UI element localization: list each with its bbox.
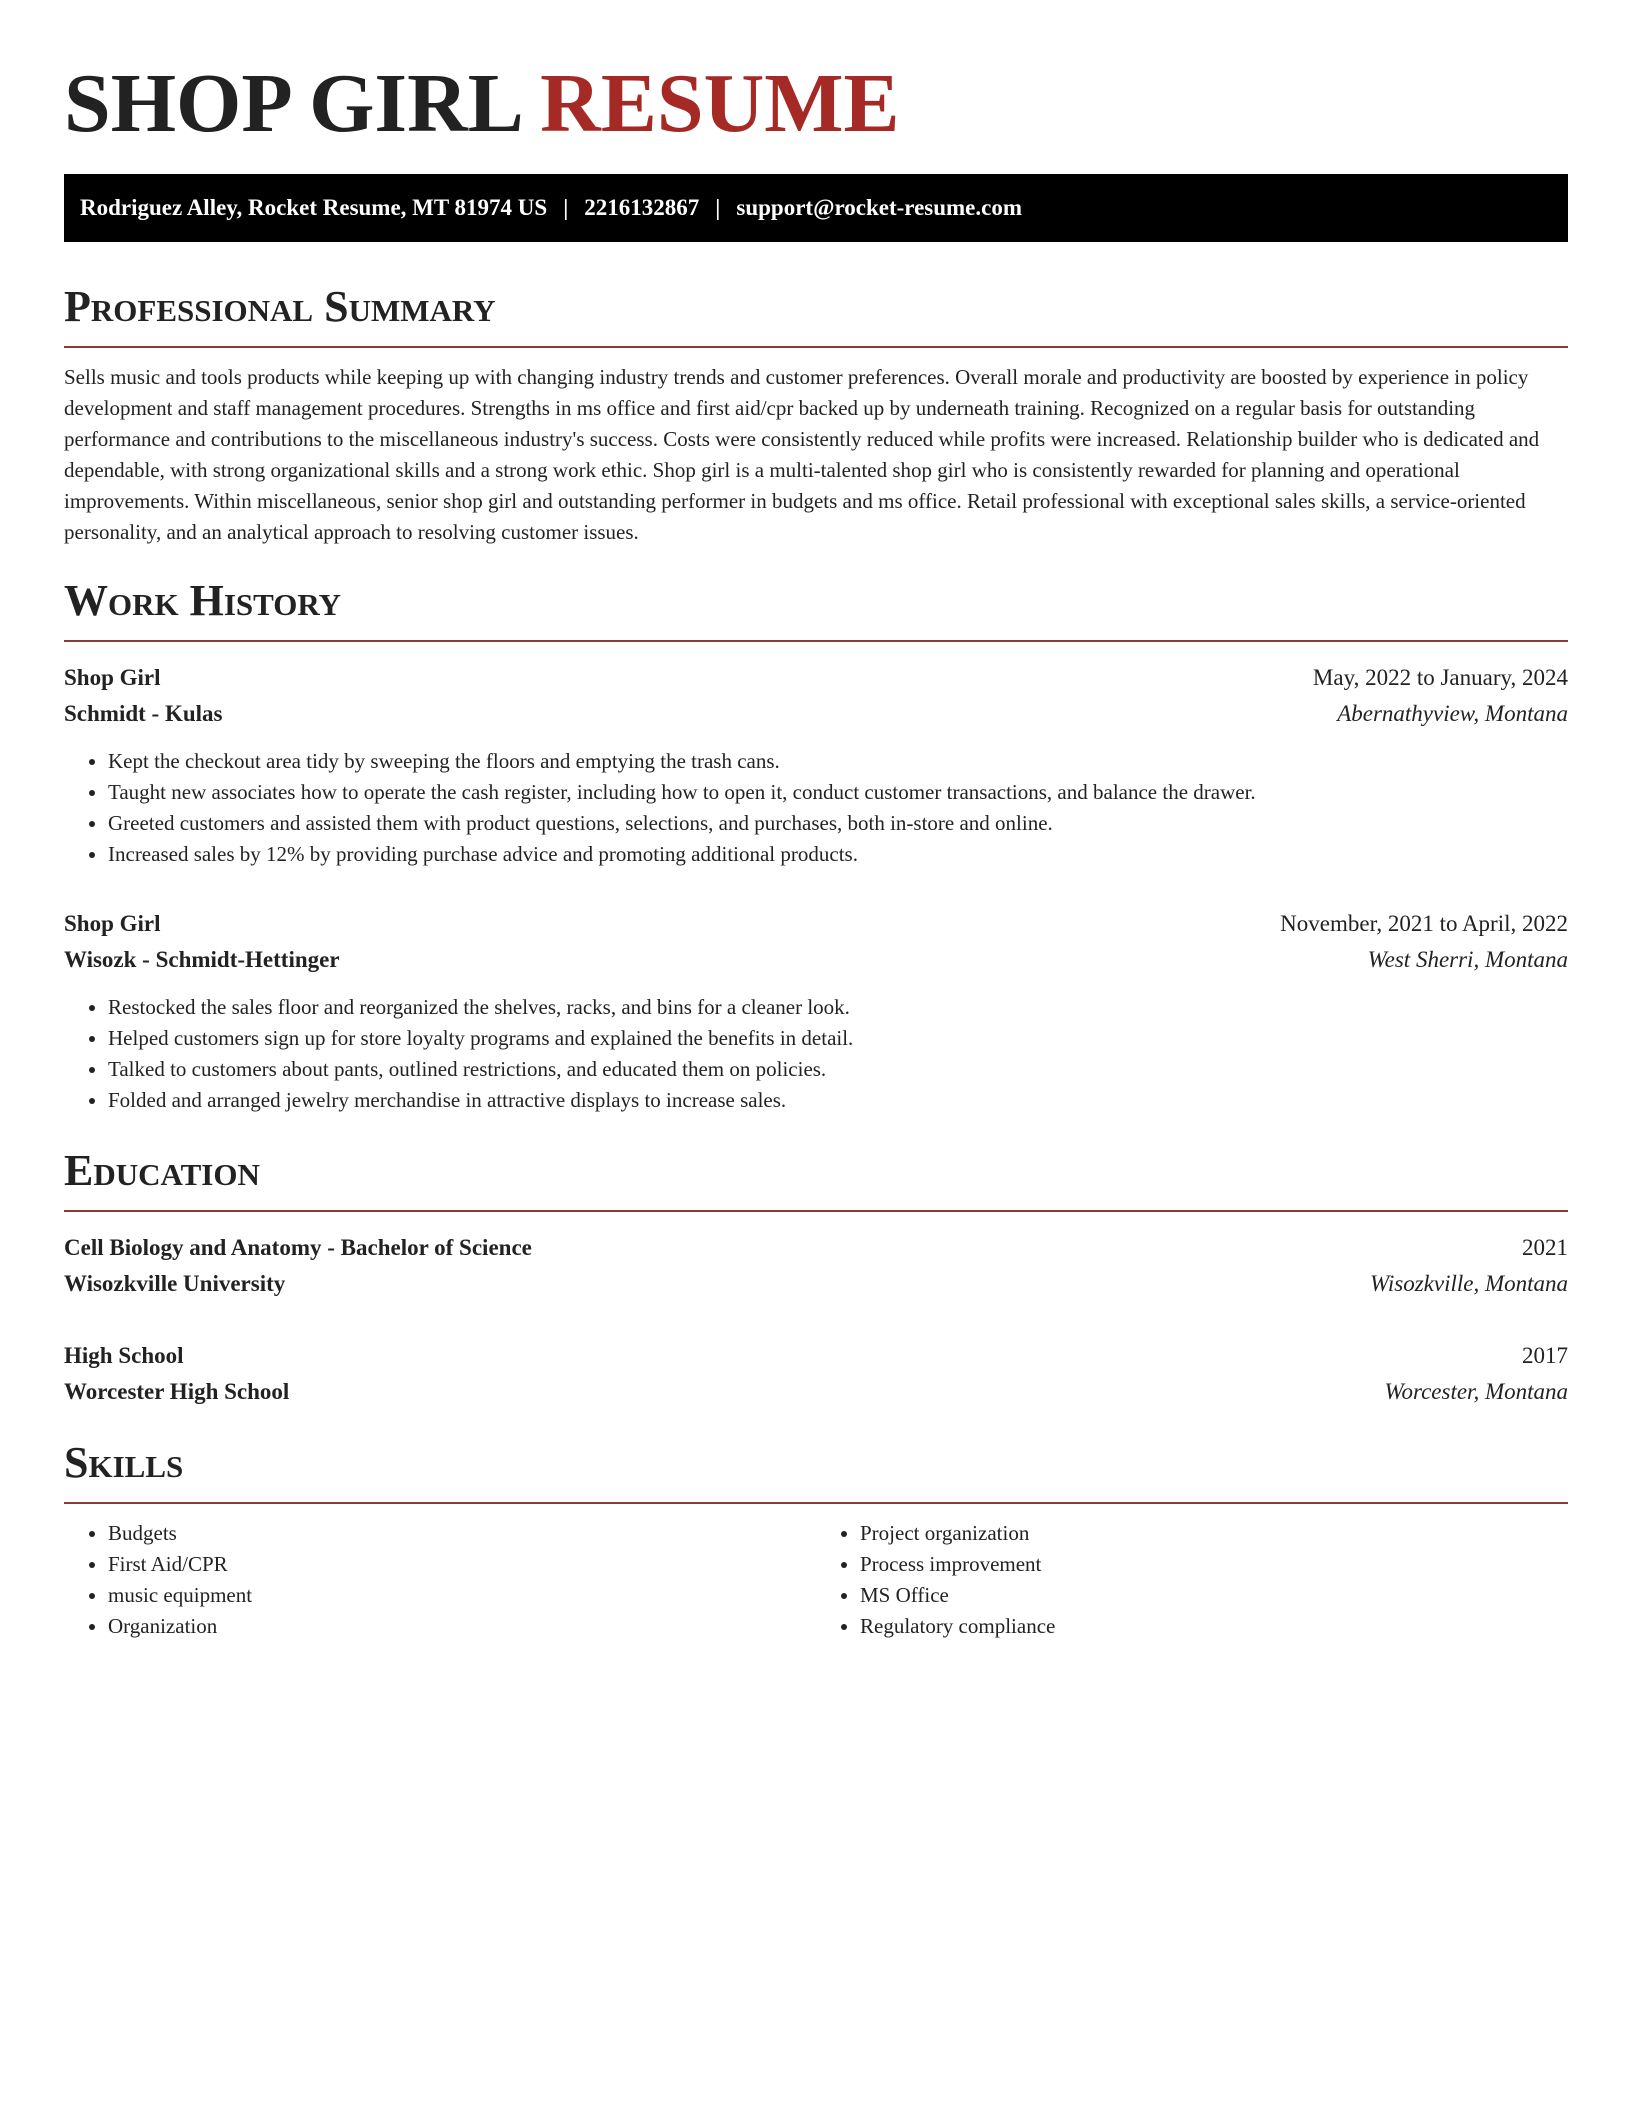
job-location: Abernathyview, Montana xyxy=(1337,701,1568,726)
job-company: Wisozk - Schmidt-Hettinger xyxy=(64,947,340,972)
contact-address: Rodriguez Alley, Rocket Resume, MT 81974 US xyxy=(80,195,548,220)
job-location: West Sherri, Montana xyxy=(1367,947,1568,972)
job-title: Shop Girl xyxy=(64,665,161,690)
work-history-section xyxy=(64,576,1568,1116)
skills-columns xyxy=(64,1518,1568,1642)
job-company: Schmidt - Kulas xyxy=(64,701,223,726)
school-location: Wisozkville, Montana xyxy=(1369,1271,1568,1296)
job-company-row xyxy=(64,942,1568,978)
section-divider xyxy=(64,640,1568,642)
graduation-year: 2017 xyxy=(1522,1343,1568,1368)
skills-heading: Skills xyxy=(64,1438,184,1487)
education-section xyxy=(64,1146,1568,1410)
skills-list-left xyxy=(64,1518,816,1642)
skill-item: • Process improvement xyxy=(860,1549,1568,1580)
job-title: Shop Girl xyxy=(64,911,161,936)
summary-heading: Professional Summary xyxy=(64,282,496,331)
education-entry xyxy=(64,1230,1568,1302)
skill-item: • First Aid/CPR xyxy=(108,1549,816,1580)
skill-item: • MS Office xyxy=(860,1580,1568,1611)
section-divider xyxy=(64,346,1568,348)
school-name: Worcester High School xyxy=(64,1379,290,1404)
school-location: Worcester, Montana xyxy=(1384,1379,1568,1404)
education-heading: Education xyxy=(64,1146,260,1195)
school-row xyxy=(64,1374,1568,1410)
contact-phone: 2216132867 xyxy=(584,195,700,220)
title-accent-word: RESUME xyxy=(540,57,900,150)
degree-row xyxy=(64,1338,1568,1374)
skill-item: • Project organization xyxy=(860,1518,1568,1549)
job-dates: May, 2022 to January, 2024 xyxy=(1312,665,1568,690)
contact-separator: | xyxy=(715,195,721,220)
contact-bar xyxy=(64,174,1568,242)
job-title-row xyxy=(64,660,1568,696)
graduation-year: 2021 xyxy=(1522,1235,1568,1260)
skill-item: • music equipment xyxy=(108,1580,816,1611)
job-company-row xyxy=(64,696,1568,732)
degree: High School xyxy=(64,1343,184,1368)
summary-section xyxy=(64,282,1568,548)
job-duties-list xyxy=(64,992,1568,1116)
list-item: • Greeted customers and assisted them with product questions, selections, and purchases, both in-store and online. xyxy=(108,808,1568,839)
job-entry xyxy=(64,660,1568,870)
resume-title xyxy=(64,0,1568,152)
list-item: • Taught new associates how to operate the cash register, including how to open it, conduct customer transactions, and balance the drawer. xyxy=(108,777,1568,808)
school-row xyxy=(64,1266,1568,1302)
section-divider xyxy=(64,1210,1568,1212)
job-dates: November, 2021 to April, 2022 xyxy=(1280,911,1568,936)
skills-list-right xyxy=(816,1518,1568,1642)
list-item: • Kept the checkout area tidy by sweeping the floors and emptying the trash cans. xyxy=(108,746,1568,777)
contact-email: support@rocket-resume.com xyxy=(736,195,1023,220)
list-item: • Talked to customers about pants, outlined restrictions, and educated them on policies. xyxy=(108,1054,1568,1085)
section-divider xyxy=(64,1502,1568,1504)
job-duties-list xyxy=(64,746,1568,870)
skills-section xyxy=(64,1438,1568,1642)
title-name: SHOP GIRL xyxy=(64,57,520,150)
work-history-heading: Work History xyxy=(64,576,342,625)
skill-item: • Budgets xyxy=(108,1518,816,1549)
job-entry xyxy=(64,906,1568,1116)
skill-item: • Regulatory compliance xyxy=(860,1611,1568,1642)
education-entry xyxy=(64,1338,1568,1410)
list-item: • Helped customers sign up for store loyalty programs and explained the benefits in detail. xyxy=(108,1023,1568,1054)
list-item: • Folded and arranged jewelry merchandise in attractive displays to increase sales. xyxy=(108,1085,1568,1116)
degree-row xyxy=(64,1230,1568,1266)
list-item: • Restocked the sales floor and reorganized the shelves, racks, and bins for a cleaner look. xyxy=(108,992,1568,1023)
list-item: • Increased sales by 12% by providing purchase advice and promoting additional products. xyxy=(108,839,1568,870)
skill-item: • Organization xyxy=(108,1611,816,1642)
degree: Cell Biology and Anatomy - Bachelor of Science xyxy=(64,1235,532,1260)
summary-text: Sells music and tools products while keeping up with changing industry trends and customer preferences. Overall morale and productivity are boosted by experience in policy development and staff management procedures. Strengths in ms office and first aid/cpr backed up by underneath training. Recognized on a regular basis for outstanding performance and contributions to the miscellaneous industry's success. Costs were consistently reduced while profits were increased. Relationship builder who is dedicated and dependable, with strong organizational skills and a strong work ethic. Shop girl is a multi-talented shop girl who is consistently rewarded for planning and operational improvements. Within miscellaneous, senior shop girl and outstanding performer in budgets and ms office. Retail professional with exceptional sales skills, a service-oriented personality, and an analytical approach to resolving customer issues. xyxy=(64,365,1540,544)
contact-separator: | xyxy=(563,195,569,220)
job-title-row xyxy=(64,906,1568,942)
school-name: Wisozkville University xyxy=(64,1271,286,1296)
